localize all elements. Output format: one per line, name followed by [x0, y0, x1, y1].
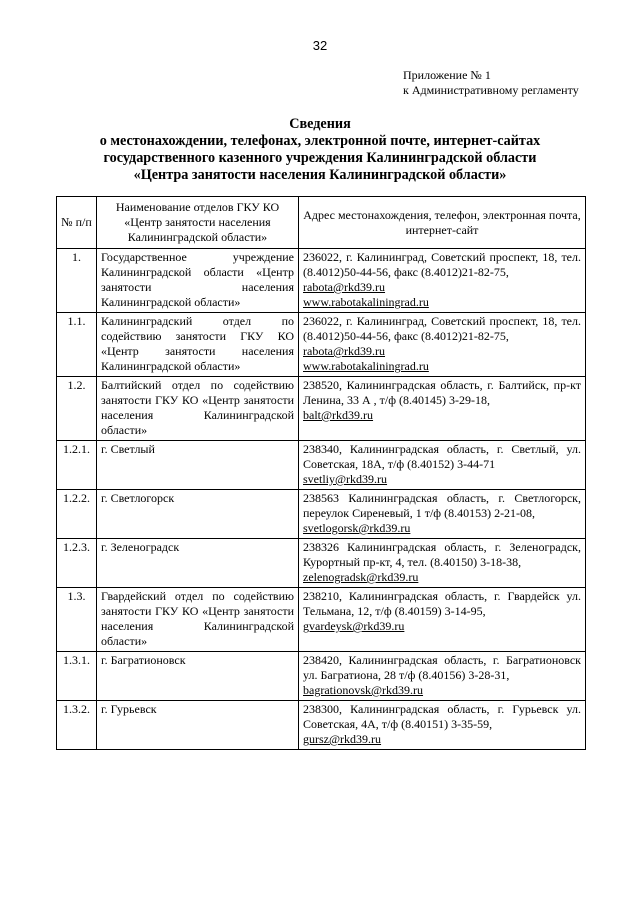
- office-email-link[interactable]: gvardeysk@rkd39.ru: [303, 619, 405, 633]
- office-email-link[interactable]: rabota@rkd39.ru: [303, 280, 386, 294]
- office-email-link[interactable]: gursz@rkd39.ru: [303, 732, 382, 746]
- header-name: Наименование отделов ГКУ КО «Центр занятости населения Калининградской области»: [97, 197, 299, 249]
- office-email-link[interactable]: bagrationovsk@rkd39.ru: [303, 683, 424, 697]
- table-header-row: [57, 197, 586, 249]
- office-email-link[interactable]: svetliy@rkd39.ru: [303, 472, 388, 486]
- row-number: 1.1.: [57, 313, 97, 377]
- row-number: 1.2.1.: [57, 441, 97, 490]
- office-address: 238563 Калининградская область, г. Светлогорск, переулок Сиреневый, 1 т/ф (8.40153) 2-21-08,: [303, 491, 581, 520]
- table-row: [57, 701, 586, 750]
- table-row: [57, 652, 586, 701]
- office-contacts: [299, 377, 586, 441]
- office-contacts: [299, 652, 586, 701]
- row-number: 1.2.2.: [57, 490, 97, 539]
- heading-line-2: о местонахождении, телефонах, электронной почте, интернет-сайтах: [99, 133, 541, 149]
- table-row: [57, 249, 586, 313]
- header-num: № п/п: [57, 197, 97, 249]
- row-number: 1.2.: [57, 377, 97, 441]
- office-email-link[interactable]: rabota@rkd39.ru: [303, 344, 386, 358]
- table-row: [57, 588, 586, 652]
- office-website-link[interactable]: www.rabotakaliningrad.ru: [303, 359, 429, 373]
- appendix-line-1: Приложение № 1: [403, 68, 491, 82]
- office-name: г. Зеленоградск: [97, 539, 299, 588]
- office-email-link[interactable]: balt@rkd39.ru: [303, 408, 374, 422]
- appendix-note: [403, 68, 579, 98]
- row-number: 1.3.: [57, 588, 97, 652]
- page-number: 32: [312, 38, 328, 53]
- office-name: г. Светлогорск: [97, 490, 299, 539]
- office-address: 238300, Калининградская область, г. Гурьевск ул. Советская, 4А, т/ф (8.40151) 3-35-59,: [303, 702, 581, 731]
- office-name: г. Гурьевск: [97, 701, 299, 750]
- office-address: 236022, г. Калининград, Советский проспект, 18, тел. (8.4012)50-44-56, факс (8.4012)21-82-75,: [303, 314, 581, 343]
- document-heading: [60, 116, 580, 184]
- table-row: [57, 313, 586, 377]
- table-row: [57, 539, 586, 588]
- office-email-link[interactable]: zelenogradsk@rkd39.ru: [303, 570, 419, 584]
- office-address: 238340, Калининградская область, г. Светлый, ул. Советская, 18А, т/ф (8.40152) 3-44-71: [303, 442, 581, 471]
- row-number: 1.3.2.: [57, 701, 97, 750]
- office-contacts: [299, 313, 586, 377]
- appendix-line-2: к Административному регламенту: [403, 83, 579, 97]
- office-address: 238420, Калининградская область, г. Багратионовск ул. Багратиона, 28 т/ф (8.40156) 3-28-31,: [303, 653, 581, 682]
- office-website-link[interactable]: www.rabotakaliningrad.ru: [303, 295, 429, 309]
- office-contacts: [299, 490, 586, 539]
- office-name: Государственное учреждение Калининградской области «Центр занятости населения Калининградской области»: [97, 249, 299, 313]
- table-body: [57, 249, 586, 750]
- row-number: 1.: [57, 249, 97, 313]
- office-contacts: [299, 441, 586, 490]
- office-name: г. Багратионовск: [97, 652, 299, 701]
- office-contacts: [299, 588, 586, 652]
- office-name: Гвардейский отдел по содействию занятости ГКУ КО «Центр занятости населения Калининградской области»: [97, 588, 299, 652]
- table-row: [57, 377, 586, 441]
- heading-line-4: «Центра занятости населения Калининградской области»: [133, 167, 507, 183]
- office-address: 238210, Калининградская область, г. Гвардейск ул. Тельмана, 12, т/ф (8.40159) 3-14-95,: [303, 589, 581, 618]
- heading-title: Сведения: [289, 116, 351, 132]
- row-number: 1.3.1.: [57, 652, 97, 701]
- office-name: Балтийский отдел по содействию занятости ГКУ КО «Центр занятости населения Калининградской области»: [97, 377, 299, 441]
- office-name: Калининградский отдел по содействию занятости ГКУ КО «Центр занятости населения Калининградской области»: [97, 313, 299, 377]
- offices-table: [56, 196, 586, 750]
- heading-line-3: государственного казенного учреждения Калининградской области: [103, 150, 537, 166]
- header-address: Адрес местонахождения, телефон, электронная почта, интернет-сайт: [299, 197, 586, 249]
- office-contacts: [299, 701, 586, 750]
- office-email-link[interactable]: svetlogorsk@rkd39.ru: [303, 521, 411, 535]
- office-address: 238520, Калининградская область, г. Балтийск, пр-кт Ленина, 33 А , т/ф (8.40145) 3-29-18,: [303, 378, 581, 407]
- office-address: 236022, г. Калининград, Советский проспект, 18, тел. (8.4012)50-44-56, факс (8.4012)21-82-75,: [303, 250, 581, 279]
- office-address: 238326 Калининградская область, г. Зеленоградск, Курортный пр-кт, 4, тел. (8.40150) 3-18-38,: [303, 540, 581, 569]
- office-name: г. Светлый: [97, 441, 299, 490]
- table-row: [57, 441, 586, 490]
- table-row: [57, 490, 586, 539]
- office-contacts: [299, 539, 586, 588]
- row-number: 1.2.3.: [57, 539, 97, 588]
- office-contacts: [299, 249, 586, 313]
